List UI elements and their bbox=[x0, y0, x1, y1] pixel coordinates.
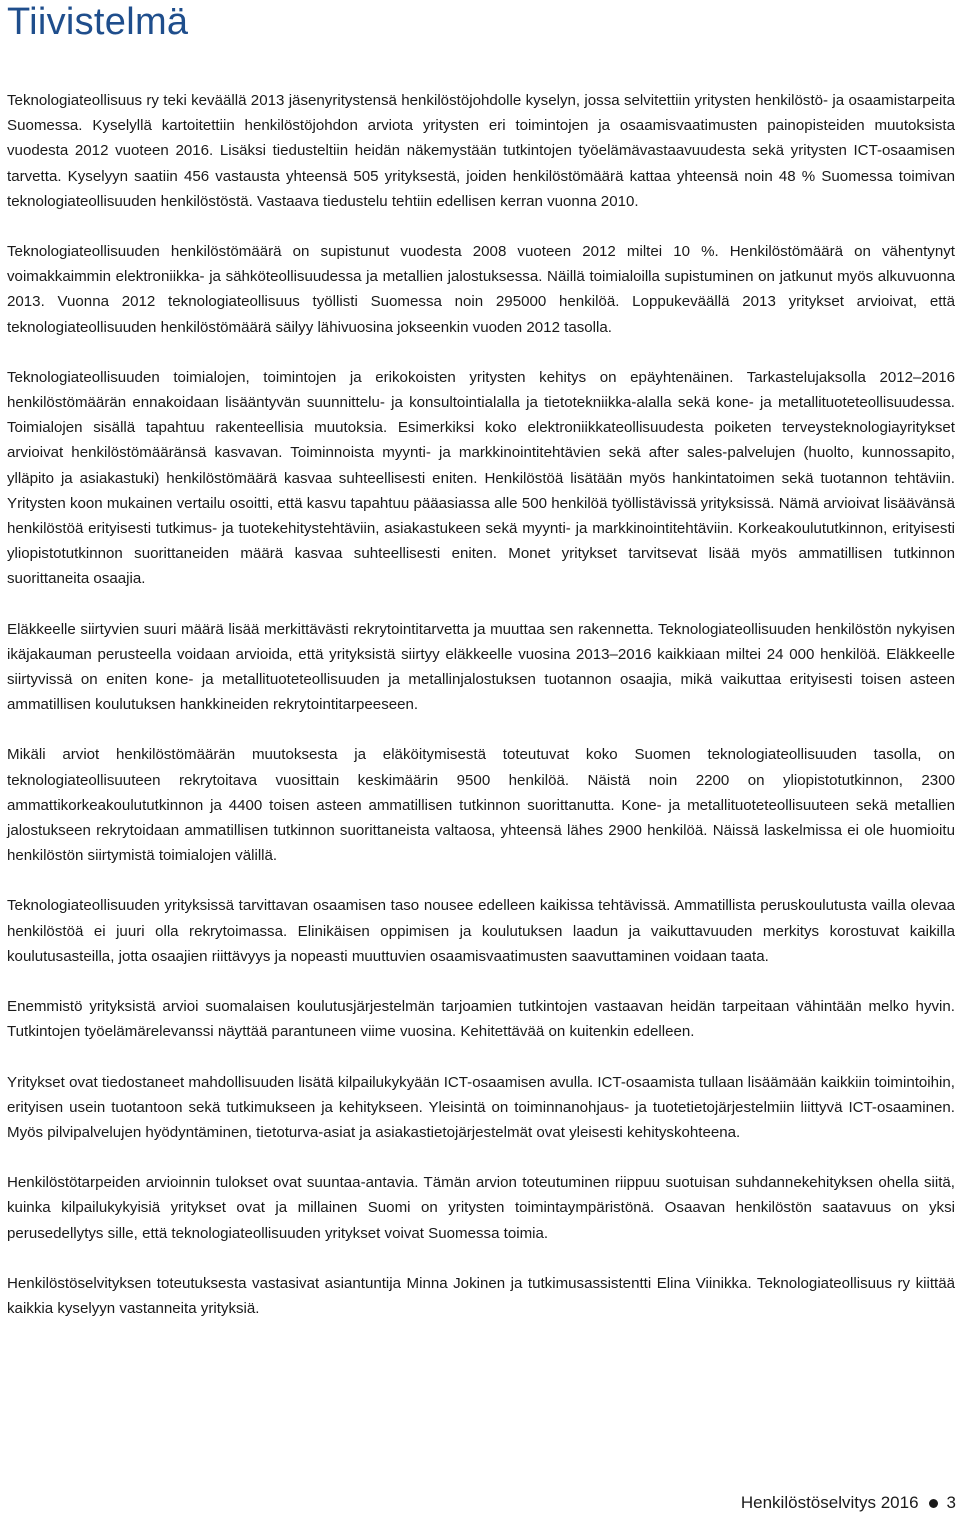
paragraph-competence-level: Teknologiateollisuuden yrityksissä tarvittavan osaamisen taso nousee edelleen kaikissa tehtävissä. Ammatillista peruskoulutusta vailla olevaa henkilöstöä ei juuri olla rekrytoimassa. Elinikäisen oppimisen ja koulutuksen laadun ja vaikuttavuuden merkitys korostuvat kaikilla koulutusasteilla, jotta osaajien riittävyys ja nopeasti muuttuvien osaamisvaatimusten saavuttaminen voidaan taata. bbox=[7, 897, 955, 965]
paragraph-acknowledgements: Henkilöstöselvityksen toteutuksesta vastasivat asiantuntija Minna Jokinen ja tutkimusassistentti Elina Viinikka. Teknologiateollisuus ry kiittää kaikkia kyselyyn vastanneita yrityksiä. bbox=[7, 1274, 955, 1317]
paragraph-survey-intro: Teknologiateollisuus ry teki keväällä 2013 jäsenyritystensä henkilöstöjohdolle kyselyn, jossa selvitettiin yritysten henkilöstö- ja osaamistarpeita Suomessa. Kyselyllä kartoitettiin henkilöstöjohdon arviota yritysten eri toimintojen ja osaamisvaatimusten painopisteiden muutoksista vuodesta 2012 vuoteen 2016. Lisäksi tiedusteltiin heidän näkemystään tutkintojen työelämävastaavuudesta sekä yritysten ICT-osaamisen tarvetta. Kyselyyn saatiin 456 vastausta yhteensä 505 yrityksestä, joiden henkilöstömäärä kattaa yhteensä noin 48 % Suomessa toimivan teknologiateollisuuden henkilöstöstä. Vastaava tiedustelu tehtiin edellisen kerran vuonna 2010. bbox=[7, 92, 955, 210]
summary-body bbox=[7, 88, 955, 1346]
paragraph-ict-competence: Yritykset ovat tiedostaneet mahdollisuuden lisätä kilpailukykyään ICT-osaamisen avulla. ICT-osaamista tullaan lisäämään kaikkiin toimintoihin, erityisen usein tuotantoon sekä tutkimukseen ja kehitykseen. Yleisintä on toiminnanohjaus- ja tuotetietojärjestelmiin liittyvä ICT-osaaminen. Myös pilvipalvelujen hyödyntäminen, tietoturva-asiat ja asiakastietojärjestelmät ovat yleisesti kehityskohteena. bbox=[7, 1073, 955, 1141]
page-footer bbox=[741, 1492, 956, 1514]
paragraph-recruitment-need: Mikäli arviot henkilöstömäärän muutoksesta ja eläköitymisestä toteutuvat koko Suomen teknologiateollisuuden tasolla, on teknologiateollisuuteen rekrytoitava vuosittain keskimäärin 9500 henkilöä. Näistä noin 2200 on yliopistotutkinnon, 2300 ammattikorkeakoulututkinnon ja 4400 toisen asteen ammatillisen tutkinnon suorittanutta. Kone- ja metallituoteteollisuuteen sekä metallien jalostukseen rekrytoidaan ammatillisen tutkinnon suorittaneista valtaosa, yhteensä lähes 2900 henkilöä. Näissä laskelmissa ei ole huomioitu henkilöstön siirtymistä toimialojen välillä. bbox=[7, 746, 955, 865]
paragraph-headcount-trend: Teknologiateollisuuden henkilöstömäärä on supistunut vuodesta 2008 vuoteen 2012 miltei 10 %. Henkilöstömäärä on vähentynyt voimakkaimmin elektroniikka- ja sähköteollisuudessa ja metallien jalostuksessa. Näillä toimialoilla supistuminen on jatkunut myös alkuvuonna 2013. Vuonna 2012 teknologiateollisuus työllisti Suomessa noin 295000 henkilöä. Loppukeväällä 2013 yritykset arvioivat, että teknologiateollisuuden henkilöstömäärä säilyy lähivuosina jokseenkin vuoden 2012 tasolla. bbox=[7, 243, 955, 336]
page-number: 3 bbox=[946, 1493, 956, 1512]
bullet-dot-icon bbox=[929, 1499, 938, 1508]
paragraph-retirement: Eläkkeelle siirtyvien suuri määrä lisää merkittävästi rekrytointitarvetta ja muuttaa sen rakennetta. Teknologiateollisuuden henkilöstön nykyisen ikäjakauman perusteella voidaan arvioida, että yrityksistä siirtyy eläkkeelle vuosina 2013–2016 kaikkiaan miltei 24 000 henkilöä. Eläkkeelle siirtyvissä on eniten kone- ja metallituoteteollisuuden ja metallinjalostuksen tuotannon osaajia, mikä vaikuttaa erityisesti toisen asteen ammatillisen koulutuksen hankkineiden rekrytointitarpeeseen. bbox=[7, 620, 955, 714]
paragraph-education-system: Enemmistö yrityksistä arvioi suomalaisen koulutusjärjestelmän tarjoamien tutkintojen vastaavan heidän tarpeitaan vähintään melko hyvin. Tutkintojen työelämärelevanssi näyttää parantuneen viime vuosina. Kehitettävää on kuitenkin edelleen. bbox=[7, 998, 955, 1041]
paragraph-estimate-caveat: Henkilöstötarpeiden arvioinnin tulokset ovat suuntaa-antavia. Tämän arvion toteutuminen riippuu suotuisan suhdannekehityksen ohella siitä, kuinka kilpailukykyisiä yritykset ovat ja millainen Suomi on yritysten toimintaympäristönä. Osaavan henkilöstön saatavuus on yksi perusedellytys sille, että teknologiateollisuuden yritykset voivat Suomessa toimia. bbox=[7, 1174, 955, 1242]
paragraph-sector-development: Teknologiateollisuuden toimialojen, toimintojen ja erikokoisten yritysten kehitys on epäyhtenäinen. Tarkastelujaksolla 2012–2016 henkilöstömäärän ennakoidaan lisääntyvän suunnittelu- ja konsultointialalla ja tietotekniikka-alalla sekä kone- ja metallituoteteollisuudessa. Toimialojen sisällä tapahtuu rakenteellisia muutoksia. Esimerkiksi koko elektroniikkateollisuudesta poiketen terveysteknologiayritykset arvioivat henkilöstömääränsä kasvavan. Toiminnoista myynti- ja markkinointitehtävien sekä after sales-palvelujen (huolto, kunnossapito, ylläpito ja asiakastuki) henkilöstömäärä kasvaa suhteellisesti eniten. Henkilöstöä lisätään myös hankintatoimen sekä tuotannon tehtäviin. Yritysten koon mukainen vertailu osoitti, että kasvu tapahtuu pääasiassa alle 500 henkilöä työllistävissä yrityksissä. Nämä arvioivat lisäävänsä henkilöstöä erityisesti tutkimus- ja tuotekehitystehtäviin, asiakastukeen sekä myynti- ja markkinointitehtäviin. Korkeakoulututkinnon, erityisesti yliopistotutkinnon suorittaneiden määrä kasvaa suhteellisesti eniten. Monet yritykset tarvitsevat lisää myös ammatillisen tutkinnon suorittaneita osaajia. bbox=[7, 368, 955, 588]
footer-publication-title: Henkilöstöselvitys 2016 bbox=[740, 1493, 919, 1512]
page-title: Tiivistelmä bbox=[7, 1, 189, 43]
